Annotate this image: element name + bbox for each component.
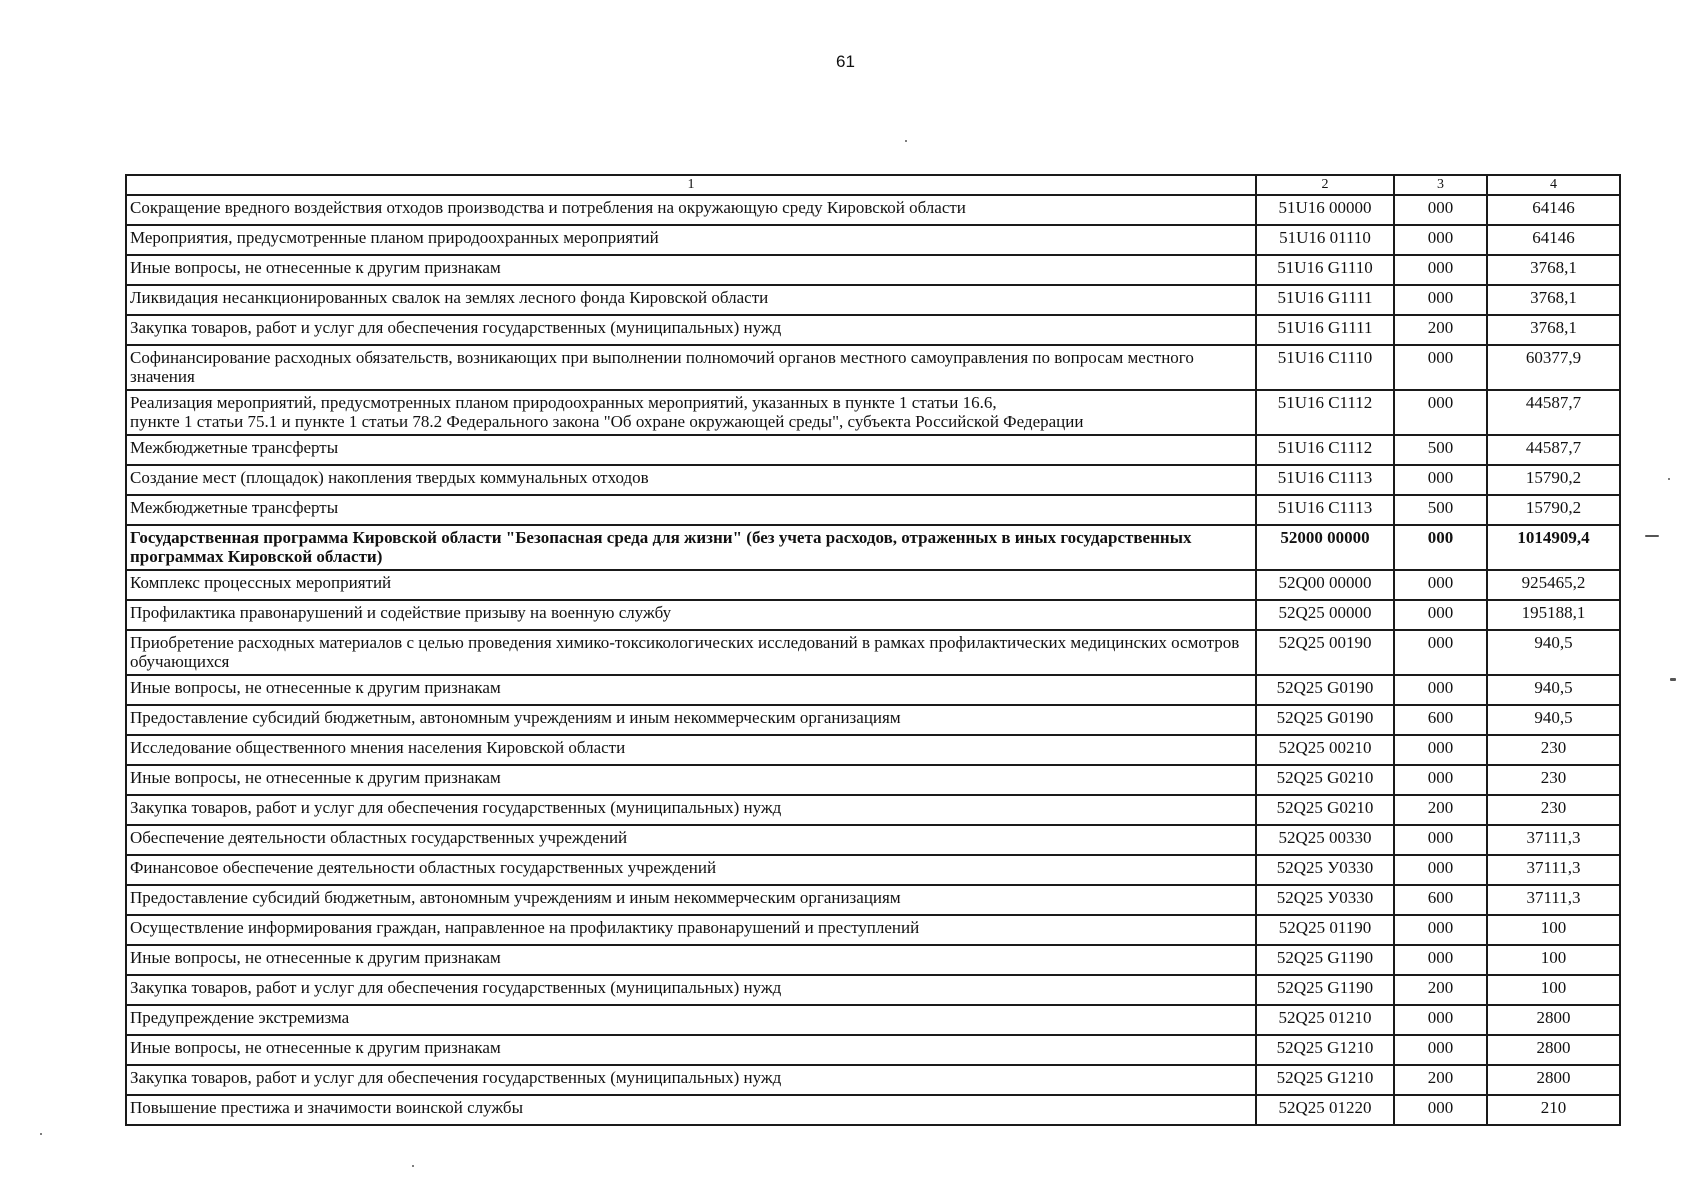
row-amount-cell: 1014909,4 (1487, 525, 1620, 570)
row-expense-type-cell: 000 (1394, 345, 1487, 390)
table-row (126, 1005, 1620, 1035)
row-name-cell: Софинансирование расходных обязательств, возникающих при выполнении полномочий органов местного самоуправления по вопросам местного значения (126, 345, 1256, 390)
row-expense-type-cell: 000 (1394, 255, 1487, 285)
row-expense-type-cell: 200 (1394, 795, 1487, 825)
row-code-cell: 51U16 C1113 (1256, 495, 1394, 525)
row-amount-cell: 230 (1487, 735, 1620, 765)
row-amount-cell: 3768,1 (1487, 255, 1620, 285)
row-amount-cell: 2800 (1487, 1005, 1620, 1035)
row-code-cell: 51U16 00000 (1256, 195, 1394, 225)
row-expense-type-cell: 200 (1394, 1065, 1487, 1095)
row-amount-cell: 940,5 (1487, 630, 1620, 675)
row-name-cell: Обеспечение деятельности областных государственных учреждений (126, 825, 1256, 855)
row-amount-cell: 940,5 (1487, 675, 1620, 705)
row-name-cell: Межбюджетные трансферты (126, 435, 1256, 465)
page-number: 61 (836, 52, 855, 71)
row-code-cell: 52Q25 G1210 (1256, 1065, 1394, 1095)
row-amount-cell: 195188,1 (1487, 600, 1620, 630)
table-row (126, 705, 1620, 735)
row-expense-type-cell: 000 (1394, 675, 1487, 705)
row-name-cell: Мероприятия, предусмотренные планом природоохранных мероприятий (126, 225, 1256, 255)
row-amount-cell: 2800 (1487, 1065, 1620, 1095)
row-expense-type-cell: 500 (1394, 435, 1487, 465)
row-code-cell: 52Q25 G1190 (1256, 975, 1394, 1005)
row-code-cell: 51U16 G1111 (1256, 315, 1394, 345)
scan-speck (905, 140, 907, 142)
row-expense-type-cell: 000 (1394, 1005, 1487, 1035)
table-row (126, 735, 1620, 765)
row-name-cell: Государственная программа Кировской области "Безопасная среда для жизни" (без учета расходов, отраженных в иных государственных программах Кировской области) (126, 525, 1256, 570)
table-row (126, 885, 1620, 915)
table-row (126, 1065, 1620, 1095)
row-amount-cell: 2800 (1487, 1035, 1620, 1065)
row-name-cell: Профилактика правонарушений и содействие призыву на военную службу (126, 600, 1256, 630)
column-header-expense-type: 3 (1394, 175, 1487, 195)
row-name-cell: Иные вопросы, не отнесенные к другим признакам (126, 675, 1256, 705)
row-amount-cell: 44587,7 (1487, 435, 1620, 465)
row-code-cell: 52Q25 00210 (1256, 735, 1394, 765)
row-amount-cell: 230 (1487, 795, 1620, 825)
table-row (126, 1095, 1620, 1125)
row-amount-cell: 15790,2 (1487, 465, 1620, 495)
table-row (126, 1035, 1620, 1065)
table-row (126, 225, 1620, 255)
row-code-cell: 52Q25 01220 (1256, 1095, 1394, 1125)
row-name-cell: Предупреждение экстремизма (126, 1005, 1256, 1035)
table-row (126, 435, 1620, 465)
row-expense-type-cell: 000 (1394, 525, 1487, 570)
row-code-cell: 52Q25 00330 (1256, 825, 1394, 855)
row-code-cell: 52Q25 G1190 (1256, 945, 1394, 975)
row-name-cell: Ликвидация несанкционированных свалок на землях лесного фонда Кировской области (126, 285, 1256, 315)
row-name-cell: Межбюджетные трансферты (126, 495, 1256, 525)
row-amount-cell: 925465,2 (1487, 570, 1620, 600)
table-row (126, 915, 1620, 945)
row-code-cell: 51U16 G1110 (1256, 255, 1394, 285)
table-body (126, 195, 1620, 1125)
row-name-cell: Исследование общественного мнения населения Кировской области (126, 735, 1256, 765)
row-expense-type-cell: 000 (1394, 195, 1487, 225)
table-row (126, 255, 1620, 285)
table-header-row (126, 175, 1620, 195)
table-row (126, 600, 1620, 630)
scan-speck (40, 1133, 42, 1135)
table-row (126, 945, 1620, 975)
row-amount-cell: 3768,1 (1487, 315, 1620, 345)
budget-table (125, 174, 1621, 1126)
row-expense-type-cell: 000 (1394, 630, 1487, 675)
row-code-cell: 52Q25 У0330 (1256, 885, 1394, 915)
scan-speck (412, 1165, 414, 1167)
row-expense-type-cell: 000 (1394, 285, 1487, 315)
row-name-cell: Иные вопросы, не отнесенные к другим признакам (126, 765, 1256, 795)
row-amount-cell: 100 (1487, 975, 1620, 1005)
row-amount-cell: 15790,2 (1487, 495, 1620, 525)
row-expense-type-cell: 000 (1394, 825, 1487, 855)
row-name-cell: Иные вопросы, не отнесенные к другим признакам (126, 1035, 1256, 1065)
row-amount-cell: 37111,3 (1487, 825, 1620, 855)
scan-speck (1670, 678, 1676, 681)
table-row (126, 570, 1620, 600)
table-row (126, 390, 1620, 435)
row-code-cell: 52Q25 01210 (1256, 1005, 1394, 1035)
column-header-code: 2 (1256, 175, 1394, 195)
row-expense-type-cell: 000 (1394, 1095, 1487, 1125)
row-name-cell: Финансовое обеспечение деятельности областных государственных учреждений (126, 855, 1256, 885)
row-amount-cell: 64146 (1487, 195, 1620, 225)
row-name-cell: Закупка товаров, работ и услуг для обеспечения государственных (муниципальных) нужд (126, 795, 1256, 825)
row-name-cell: Осуществление информирования граждан, направленное на профилактику правонарушений и преступлений (126, 915, 1256, 945)
row-expense-type-cell: 000 (1394, 225, 1487, 255)
scan-speck (1668, 478, 1670, 480)
row-code-cell: 52Q25 00000 (1256, 600, 1394, 630)
table-row (126, 465, 1620, 495)
table-row (126, 795, 1620, 825)
row-name-cell: Сокращение вредного воздействия отходов производства и потребления на окружающую среду Кировской области (126, 195, 1256, 225)
row-expense-type-cell: 000 (1394, 735, 1487, 765)
row-expense-type-cell: 200 (1394, 975, 1487, 1005)
row-code-cell: 51U16 C1110 (1256, 345, 1394, 390)
row-code-cell: 52Q25 У0330 (1256, 855, 1394, 885)
row-expense-type-cell: 600 (1394, 885, 1487, 915)
row-expense-type-cell: 000 (1394, 855, 1487, 885)
row-code-cell: 52Q25 G0190 (1256, 705, 1394, 735)
row-name-cell: Приобретение расходных материалов с целью проведения химико-токсикологических исследований в рамках профилактических медицинских осмотров обучающихся (126, 630, 1256, 675)
table-row (126, 765, 1620, 795)
row-expense-type-cell: 000 (1394, 600, 1487, 630)
row-expense-type-cell: 000 (1394, 765, 1487, 795)
column-header-name: 1 (126, 175, 1256, 195)
row-code-cell: 52Q25 G0210 (1256, 765, 1394, 795)
row-amount-cell: 100 (1487, 915, 1620, 945)
row-name-cell: Предоставление субсидий бюджетным, автономным учреждениям и иным некоммерческим организациям (126, 705, 1256, 735)
row-code-cell: 52Q25 00190 (1256, 630, 1394, 675)
row-code-cell: 52Q00 00000 (1256, 570, 1394, 600)
row-name-cell: Комплекс процессных мероприятий (126, 570, 1256, 600)
row-code-cell: 51U16 C1112 (1256, 435, 1394, 465)
row-amount-cell: 100 (1487, 945, 1620, 975)
row-code-cell: 51U16 01110 (1256, 225, 1394, 255)
table-row (126, 825, 1620, 855)
row-code-cell: 52Q25 G1210 (1256, 1035, 1394, 1065)
row-expense-type-cell: 500 (1394, 495, 1487, 525)
table-row (126, 315, 1620, 345)
table-row (126, 630, 1620, 675)
table-row (126, 285, 1620, 315)
row-expense-type-cell: 600 (1394, 705, 1487, 735)
row-code-cell: 52Q25 G0190 (1256, 675, 1394, 705)
row-amount-cell: 37111,3 (1487, 885, 1620, 915)
table-row (126, 855, 1620, 885)
row-expense-type-cell: 000 (1394, 570, 1487, 600)
row-name-cell: Закупка товаров, работ и услуг для обеспечения государственных (муниципальных) нужд (126, 975, 1256, 1005)
table-row (126, 525, 1620, 570)
row-name-cell: Повышение престижа и значимости воинской службы (126, 1095, 1256, 1125)
scan-speck (1645, 535, 1659, 537)
row-name-cell: Закупка товаров, работ и услуг для обеспечения государственных (муниципальных) нужд (126, 1065, 1256, 1095)
row-amount-cell: 3768,1 (1487, 285, 1620, 315)
row-amount-cell: 940,5 (1487, 705, 1620, 735)
row-code-cell: 52Q25 G0210 (1256, 795, 1394, 825)
table-row (126, 495, 1620, 525)
row-expense-type-cell: 000 (1394, 915, 1487, 945)
row-name-cell: Иные вопросы, не отнесенные к другим признакам (126, 255, 1256, 285)
row-expense-type-cell: 000 (1394, 945, 1487, 975)
row-name-cell: Закупка товаров, работ и услуг для обеспечения государственных (муниципальных) нужд (126, 315, 1256, 345)
row-name-cell: Предоставление субсидий бюджетным, автономным учреждениям и иным некоммерческим организациям (126, 885, 1256, 915)
row-code-cell: 51U16 C1113 (1256, 465, 1394, 495)
row-amount-cell: 44587,7 (1487, 390, 1620, 435)
row-amount-cell: 210 (1487, 1095, 1620, 1125)
row-code-cell: 51U16 G1111 (1256, 285, 1394, 315)
column-header-amount: 4 (1487, 175, 1620, 195)
table-row (126, 345, 1620, 390)
row-name-cell: Иные вопросы, не отнесенные к другим признакам (126, 945, 1256, 975)
row-expense-type-cell: 000 (1394, 1035, 1487, 1065)
row-expense-type-cell: 000 (1394, 390, 1487, 435)
row-expense-type-cell: 200 (1394, 315, 1487, 345)
row-amount-cell: 37111,3 (1487, 855, 1620, 885)
row-amount-cell: 60377,9 (1487, 345, 1620, 390)
row-name-cell: Реализация мероприятий, предусмотренных планом природоохранных мероприятий, указанных в пункте 1 статьи 16.6, пункте 1 статьи 75.1 и пункте 1 статьи 78.2 Федерального закона "Об охране окружающей среды", субъекта Российской Федерации (126, 390, 1256, 435)
row-amount-cell: 64146 (1487, 225, 1620, 255)
row-code-cell: 52000 00000 (1256, 525, 1394, 570)
row-amount-cell: 230 (1487, 765, 1620, 795)
table-row (126, 675, 1620, 705)
table-row (126, 975, 1620, 1005)
row-name-cell: Создание мест (площадок) накопления твердых коммунальных отходов (126, 465, 1256, 495)
row-expense-type-cell: 000 (1394, 465, 1487, 495)
table-row (126, 195, 1620, 225)
row-code-cell: 52Q25 01190 (1256, 915, 1394, 945)
row-code-cell: 51U16 C1112 (1256, 390, 1394, 435)
